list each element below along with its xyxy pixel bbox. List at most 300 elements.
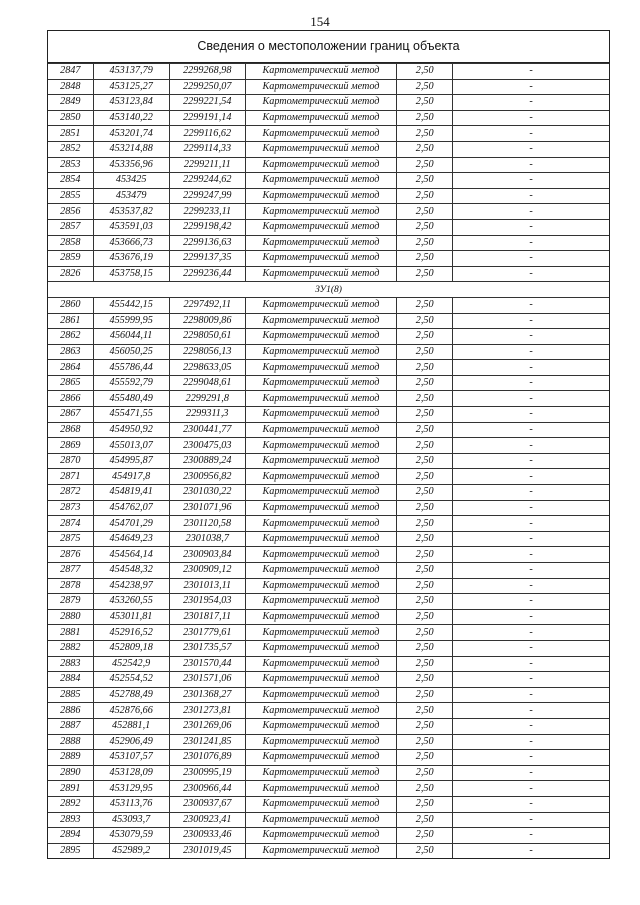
x-coordinate-cell: 455471,55	[93, 407, 169, 423]
description-cell: -	[453, 188, 609, 204]
table-row	[48, 219, 609, 235]
method-cell: Картометрический метод	[245, 687, 396, 703]
point-number-cell: 2869	[48, 438, 93, 454]
point-number-cell: 2851	[48, 126, 93, 142]
x-coordinate-cell: 455592,79	[93, 375, 169, 391]
x-coordinate-cell: 452788,49	[93, 687, 169, 703]
boundary-table-frame	[47, 30, 610, 859]
method-cell: Картометрический метод	[245, 375, 396, 391]
table-row	[48, 703, 609, 719]
table-row	[48, 547, 609, 563]
y-coordinate-cell: 2301120,58	[169, 516, 245, 532]
table-row	[48, 391, 609, 407]
description-cell: -	[453, 391, 609, 407]
x-coordinate-cell: 455999,95	[93, 313, 169, 329]
method-cell: Картометрический метод	[245, 516, 396, 532]
point-number-cell: 2886	[48, 703, 93, 719]
table-row	[48, 453, 609, 469]
method-cell: Картометрический метод	[245, 812, 396, 828]
accuracy-cell: 2,50	[397, 360, 453, 376]
x-coordinate-cell: 453137,79	[93, 64, 169, 80]
description-cell: -	[453, 672, 609, 688]
point-number-cell: 2870	[48, 453, 93, 469]
x-coordinate-cell: 453201,74	[93, 126, 169, 142]
method-cell: Картометрический метод	[245, 219, 396, 235]
point-number-cell: 2891	[48, 781, 93, 797]
y-coordinate-cell: 2299311,3	[169, 407, 245, 423]
table-row	[48, 422, 609, 438]
y-coordinate-cell: 2301368,27	[169, 687, 245, 703]
x-coordinate-cell: 453123,84	[93, 95, 169, 111]
accuracy-cell: 2,50	[397, 703, 453, 719]
accuracy-cell: 2,50	[397, 79, 453, 95]
y-coordinate-cell: 2300441,77	[169, 422, 245, 438]
accuracy-cell: 2,50	[397, 828, 453, 844]
y-coordinate-cell: 2298009,86	[169, 313, 245, 329]
method-cell: Картометрический метод	[245, 672, 396, 688]
table-row	[48, 781, 609, 797]
description-cell: -	[453, 516, 609, 532]
table-row	[48, 79, 609, 95]
accuracy-cell: 2,50	[397, 750, 453, 766]
description-cell: -	[453, 843, 609, 858]
accuracy-cell: 2,50	[397, 672, 453, 688]
x-coordinate-cell: 452542,9	[93, 656, 169, 672]
table-row	[48, 438, 609, 454]
x-coordinate-cell: 454548,32	[93, 563, 169, 579]
y-coordinate-cell: 2300909,12	[169, 563, 245, 579]
x-coordinate-cell: 454564,14	[93, 547, 169, 563]
y-coordinate-cell: 2299114,33	[169, 141, 245, 157]
x-coordinate-cell: 453093,7	[93, 812, 169, 828]
table-row	[48, 407, 609, 423]
y-coordinate-cell: 2299191,14	[169, 110, 245, 126]
point-number-cell: 2871	[48, 469, 93, 485]
y-coordinate-cell: 2300475,03	[169, 438, 245, 454]
point-number-cell: 2895	[48, 843, 93, 858]
point-number-cell: 2872	[48, 485, 93, 501]
accuracy-cell: 2,50	[397, 843, 453, 858]
table-row	[48, 656, 609, 672]
table-row	[48, 157, 609, 173]
method-cell: Картометрический метод	[245, 485, 396, 501]
description-cell: -	[453, 750, 609, 766]
table-body-part-a	[48, 64, 609, 282]
method-cell: Картометрический метод	[245, 578, 396, 594]
y-coordinate-cell: 2299137,35	[169, 251, 245, 267]
description-cell: -	[453, 64, 609, 80]
y-coordinate-cell: 2301076,89	[169, 750, 245, 766]
table-row	[48, 110, 609, 126]
method-cell: Картометрический метод	[245, 157, 396, 173]
accuracy-cell: 2,50	[397, 640, 453, 656]
y-coordinate-cell: 2300933,46	[169, 828, 245, 844]
table-row	[48, 266, 609, 282]
description-cell: -	[453, 251, 609, 267]
description-cell: -	[453, 625, 609, 641]
table-row	[48, 235, 609, 251]
description-cell: -	[453, 781, 609, 797]
description-cell: -	[453, 126, 609, 142]
accuracy-cell: 2,50	[397, 656, 453, 672]
method-cell: Картометрический метод	[245, 110, 396, 126]
point-number-cell: 2864	[48, 360, 93, 376]
method-cell: Картометрический метод	[245, 64, 396, 80]
accuracy-cell: 2,50	[397, 687, 453, 703]
accuracy-cell: 2,50	[397, 297, 453, 313]
point-number-cell: 2858	[48, 235, 93, 251]
method-cell: Картометрический метод	[245, 609, 396, 625]
description-cell: -	[453, 141, 609, 157]
description-cell: -	[453, 110, 609, 126]
description-cell: -	[453, 157, 609, 173]
x-coordinate-cell: 454238,97	[93, 578, 169, 594]
table-row	[48, 500, 609, 516]
description-cell: -	[453, 313, 609, 329]
method-cell: Картометрический метод	[245, 204, 396, 220]
table-row	[48, 796, 609, 812]
description-cell: -	[453, 344, 609, 360]
y-coordinate-cell: 2299221,54	[169, 95, 245, 111]
point-number-cell: 2894	[48, 828, 93, 844]
description-cell: -	[453, 734, 609, 750]
method-cell: Картометрический метод	[245, 95, 396, 111]
x-coordinate-cell: 452876,66	[93, 703, 169, 719]
accuracy-cell: 2,50	[397, 141, 453, 157]
y-coordinate-cell: 2301779,61	[169, 625, 245, 641]
x-coordinate-cell: 453129,95	[93, 781, 169, 797]
accuracy-cell: 2,50	[397, 781, 453, 797]
description-cell: -	[453, 297, 609, 313]
x-coordinate-cell: 455442,15	[93, 297, 169, 313]
table-row	[48, 594, 609, 610]
method-cell: Картометрический метод	[245, 796, 396, 812]
method-cell: Картометрический метод	[245, 313, 396, 329]
point-number-cell: 2848	[48, 79, 93, 95]
x-coordinate-cell: 453676,19	[93, 251, 169, 267]
accuracy-cell: 2,50	[397, 469, 453, 485]
accuracy-cell: 2,50	[397, 609, 453, 625]
y-coordinate-cell: 2299048,61	[169, 375, 245, 391]
point-number-cell: 2862	[48, 329, 93, 345]
accuracy-cell: 2,50	[397, 64, 453, 80]
table-row	[48, 734, 609, 750]
x-coordinate-cell: 453537,82	[93, 204, 169, 220]
method-cell: Картометрический метод	[245, 79, 396, 95]
description-cell: -	[453, 828, 609, 844]
point-number-cell: 2861	[48, 313, 93, 329]
x-coordinate-cell: 453128,09	[93, 765, 169, 781]
description-cell: -	[453, 204, 609, 220]
method-cell: Картометрический метод	[245, 625, 396, 641]
method-cell: Картометрический метод	[245, 547, 396, 563]
description-cell: -	[453, 375, 609, 391]
x-coordinate-cell: 453113,76	[93, 796, 169, 812]
point-number-cell: 2878	[48, 578, 93, 594]
method-cell: Картометрический метод	[245, 407, 396, 423]
method-cell: Картометрический метод	[245, 718, 396, 734]
method-cell: Картометрический метод	[245, 500, 396, 516]
x-coordinate-cell: 454950,92	[93, 422, 169, 438]
y-coordinate-cell: 2301817,11	[169, 609, 245, 625]
description-cell: -	[453, 609, 609, 625]
point-number-cell: 2877	[48, 563, 93, 579]
accuracy-cell: 2,50	[397, 765, 453, 781]
table-row	[48, 329, 609, 345]
table-row	[48, 640, 609, 656]
method-cell: Картометрический метод	[245, 703, 396, 719]
x-coordinate-cell: 455013,07	[93, 438, 169, 454]
point-number-cell: 2875	[48, 531, 93, 547]
table-row	[48, 313, 609, 329]
table-row	[48, 204, 609, 220]
x-coordinate-cell: 454917,8	[93, 469, 169, 485]
description-cell: -	[453, 563, 609, 579]
description-cell: -	[453, 703, 609, 719]
description-cell: -	[453, 578, 609, 594]
table-row	[48, 718, 609, 734]
x-coordinate-cell: 453260,55	[93, 594, 169, 610]
description-cell: -	[453, 812, 609, 828]
table-row	[48, 750, 609, 766]
section-row	[48, 282, 609, 298]
method-cell: Картометрический метод	[245, 266, 396, 282]
description-cell: -	[453, 329, 609, 345]
point-number-cell: 2850	[48, 110, 93, 126]
point-number-cell: 2880	[48, 609, 93, 625]
coordinates-table	[48, 63, 609, 858]
description-cell: -	[453, 95, 609, 111]
point-number-cell: 2847	[48, 64, 93, 80]
method-cell: Картометрический метод	[245, 563, 396, 579]
x-coordinate-cell: 453356,96	[93, 157, 169, 173]
point-number-cell: 2860	[48, 297, 93, 313]
method-cell: Картометрический метод	[245, 188, 396, 204]
point-number-cell: 2867	[48, 407, 93, 423]
point-number-cell: 2854	[48, 173, 93, 189]
y-coordinate-cell: 2301013,11	[169, 578, 245, 594]
accuracy-cell: 2,50	[397, 266, 453, 282]
method-cell: Картометрический метод	[245, 765, 396, 781]
x-coordinate-cell: 452989,2	[93, 843, 169, 858]
point-number-cell: 2893	[48, 812, 93, 828]
y-coordinate-cell: 2301241,85	[169, 734, 245, 750]
x-coordinate-cell: 453214,88	[93, 141, 169, 157]
point-number-cell: 2890	[48, 765, 93, 781]
y-coordinate-cell: 2299236,44	[169, 266, 245, 282]
table-title: Сведения о местоположении границ объекта	[48, 31, 609, 63]
table-row	[48, 375, 609, 391]
accuracy-cell: 2,50	[397, 734, 453, 750]
y-coordinate-cell: 2300937,67	[169, 796, 245, 812]
y-coordinate-cell: 2300923,41	[169, 812, 245, 828]
description-cell: -	[453, 407, 609, 423]
table-row	[48, 485, 609, 501]
point-number-cell: 2882	[48, 640, 93, 656]
accuracy-cell: 2,50	[397, 110, 453, 126]
accuracy-cell: 2,50	[397, 563, 453, 579]
method-cell: Картометрический метод	[245, 781, 396, 797]
method-cell: Картометрический метод	[245, 422, 396, 438]
y-coordinate-cell: 2299244,62	[169, 173, 245, 189]
y-coordinate-cell: 2297492,11	[169, 297, 245, 313]
point-number-cell: 2884	[48, 672, 93, 688]
point-number-cell: 2887	[48, 718, 93, 734]
accuracy-cell: 2,50	[397, 126, 453, 142]
table-row	[48, 126, 609, 142]
y-coordinate-cell: 2298633,05	[169, 360, 245, 376]
table-row	[48, 173, 609, 189]
accuracy-cell: 2,50	[397, 485, 453, 501]
point-number-cell: 2876	[48, 547, 93, 563]
y-coordinate-cell: 2299250,07	[169, 79, 245, 95]
x-coordinate-cell: 453107,57	[93, 750, 169, 766]
description-cell: -	[453, 438, 609, 454]
method-cell: Картометрический метод	[245, 235, 396, 251]
method-cell: Картометрический метод	[245, 173, 396, 189]
table-row	[48, 765, 609, 781]
section-header	[48, 282, 609, 298]
y-coordinate-cell: 2300995,19	[169, 765, 245, 781]
table-row	[48, 251, 609, 267]
y-coordinate-cell: 2300903,84	[169, 547, 245, 563]
point-number-cell: 2874	[48, 516, 93, 532]
page-number: 154	[310, 14, 330, 29]
x-coordinate-cell: 454819,41	[93, 485, 169, 501]
description-cell: -	[453, 219, 609, 235]
method-cell: Картометрический метод	[245, 453, 396, 469]
method-cell: Картометрический метод	[245, 344, 396, 360]
method-cell: Картометрический метод	[245, 828, 396, 844]
method-cell: Картометрический метод	[245, 594, 396, 610]
y-coordinate-cell: 2299291,8	[169, 391, 245, 407]
x-coordinate-cell: 452906,49	[93, 734, 169, 750]
y-coordinate-cell: 2301071,96	[169, 500, 245, 516]
x-coordinate-cell: 455786,44	[93, 360, 169, 376]
x-coordinate-cell: 456050,25	[93, 344, 169, 360]
y-coordinate-cell: 2301273,81	[169, 703, 245, 719]
x-coordinate-cell: 454995,87	[93, 453, 169, 469]
point-number-cell: 2826	[48, 266, 93, 282]
description-cell: -	[453, 453, 609, 469]
description-cell: -	[453, 360, 609, 376]
accuracy-cell: 2,50	[397, 313, 453, 329]
point-number-cell: 2885	[48, 687, 93, 703]
description-cell: -	[453, 594, 609, 610]
y-coordinate-cell: 2298050,61	[169, 329, 245, 345]
x-coordinate-cell: 452881,1	[93, 718, 169, 734]
method-cell: Картометрический метод	[245, 531, 396, 547]
table-row	[48, 828, 609, 844]
method-cell: Картометрический метод	[245, 656, 396, 672]
point-number-cell: 2881	[48, 625, 93, 641]
x-coordinate-cell: 453591,03	[93, 219, 169, 235]
method-cell: Картометрический метод	[245, 251, 396, 267]
accuracy-cell: 2,50	[397, 188, 453, 204]
point-number-cell: 2873	[48, 500, 93, 516]
point-number-cell: 2849	[48, 95, 93, 111]
y-coordinate-cell: 2301269,06	[169, 718, 245, 734]
accuracy-cell: 2,50	[397, 391, 453, 407]
method-cell: Картометрический метод	[245, 391, 396, 407]
table-row	[48, 344, 609, 360]
table-row	[48, 687, 609, 703]
accuracy-cell: 2,50	[397, 796, 453, 812]
accuracy-cell: 2,50	[397, 500, 453, 516]
x-coordinate-cell: 453011,81	[93, 609, 169, 625]
point-number-cell: 2856	[48, 204, 93, 220]
description-cell: -	[453, 718, 609, 734]
point-number-cell: 2859	[48, 251, 93, 267]
description-cell: -	[453, 547, 609, 563]
y-coordinate-cell: 2299136,63	[169, 235, 245, 251]
point-number-cell: 2863	[48, 344, 93, 360]
section-label: ЗУ1(8)	[48, 282, 609, 298]
table-row	[48, 64, 609, 80]
accuracy-cell: 2,50	[397, 531, 453, 547]
y-coordinate-cell: 2301571,06	[169, 672, 245, 688]
table-row	[48, 531, 609, 547]
accuracy-cell: 2,50	[397, 407, 453, 423]
point-number-cell: 2852	[48, 141, 93, 157]
description-cell: -	[453, 235, 609, 251]
x-coordinate-cell: 453125,27	[93, 79, 169, 95]
x-coordinate-cell: 452809,18	[93, 640, 169, 656]
description-cell: -	[453, 500, 609, 516]
accuracy-cell: 2,50	[397, 625, 453, 641]
description-cell: -	[453, 422, 609, 438]
description-cell: -	[453, 469, 609, 485]
point-number-cell: 2888	[48, 734, 93, 750]
x-coordinate-cell: 454701,29	[93, 516, 169, 532]
accuracy-cell: 2,50	[397, 204, 453, 220]
point-number-cell: 2883	[48, 656, 93, 672]
accuracy-cell: 2,50	[397, 375, 453, 391]
x-coordinate-cell: 454762,07	[93, 500, 169, 516]
accuracy-cell: 2,50	[397, 547, 453, 563]
accuracy-cell: 2,50	[397, 422, 453, 438]
y-coordinate-cell: 2301954,03	[169, 594, 245, 610]
y-coordinate-cell: 2299116,62	[169, 126, 245, 142]
accuracy-cell: 2,50	[397, 578, 453, 594]
y-coordinate-cell: 2299198,42	[169, 219, 245, 235]
accuracy-cell: 2,50	[397, 718, 453, 734]
y-coordinate-cell: 2299247,99	[169, 188, 245, 204]
method-cell: Картометрический метод	[245, 469, 396, 485]
x-coordinate-cell: 452916,52	[93, 625, 169, 641]
y-coordinate-cell: 2298056,13	[169, 344, 245, 360]
accuracy-cell: 2,50	[397, 516, 453, 532]
point-number-cell: 2868	[48, 422, 93, 438]
table-row	[48, 578, 609, 594]
method-cell: Картометрический метод	[245, 360, 396, 376]
table-row	[48, 188, 609, 204]
method-cell: Картометрический метод	[245, 297, 396, 313]
method-cell: Картометрический метод	[245, 141, 396, 157]
accuracy-cell: 2,50	[397, 594, 453, 610]
point-number-cell: 2892	[48, 796, 93, 812]
point-number-cell: 2853	[48, 157, 93, 173]
point-number-cell: 2879	[48, 594, 93, 610]
method-cell: Картометрический метод	[245, 329, 396, 345]
accuracy-cell: 2,50	[397, 173, 453, 189]
y-coordinate-cell: 2299211,11	[169, 157, 245, 173]
x-coordinate-cell: 453666,73	[93, 235, 169, 251]
x-coordinate-cell: 452554,52	[93, 672, 169, 688]
table-row	[48, 141, 609, 157]
y-coordinate-cell: 2299268,98	[169, 64, 245, 80]
point-number-cell: 2855	[48, 188, 93, 204]
